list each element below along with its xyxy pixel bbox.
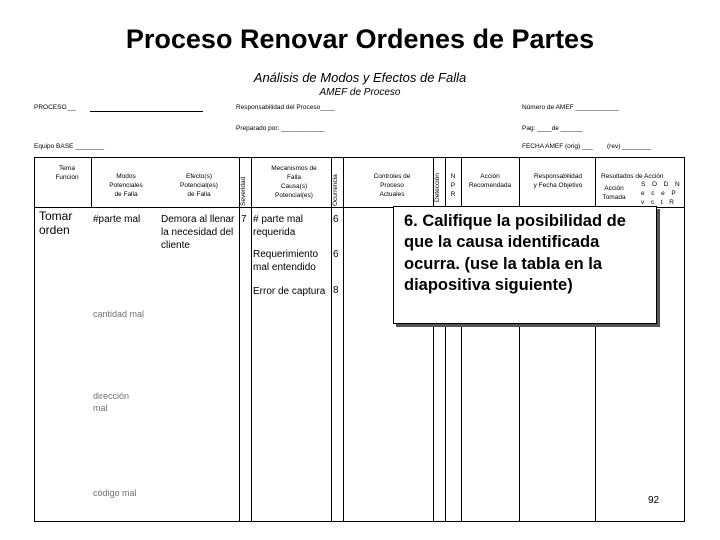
res-letter: c [651,190,656,197]
form-subtitle-2: AMEF de Proceso [319,87,401,98]
col-severidad: Severidad [240,176,247,206]
efecto-falla-1: Demora al llenar la necesidad del cliente [161,214,235,251]
numero-amef-field: Número de AMEF ____________ [522,104,619,111]
form-subtitle: Análisis de Modos y Efectos de Falla [253,70,467,85]
equipo-field: Equipo BASE ________ [34,143,105,150]
res-letter: e [641,190,646,197]
modo-falla-1: #parte mal [93,214,141,225]
col-efectos: Efecto(s) Potencial(es) de Falla [180,173,218,199]
res-letter: N [674,181,681,188]
proceso-field: PROCESO __ [34,104,76,111]
pag-field: Pag: ____de ______ [522,125,583,132]
col-modos: Modos Potenciales de Falla [109,173,143,199]
severidad-value: 7 [241,214,247,225]
col-controles: Controles de Proceso Actuales [373,173,411,199]
col-resultados: Resultados de Acción [601,173,664,180]
col-divider [343,158,344,521]
res-letter: t [660,199,664,206]
res-letter: S [641,181,647,188]
res-letters-row2 [641,189,685,198]
col-npr: N P R [450,173,456,199]
page-number: 92 [648,495,660,506]
col-divider [91,158,92,207]
col-deteccion: Detección [434,173,441,202]
fecha-field: FECHA AMEF (orig) ___ [522,143,593,150]
proceso-line [90,111,203,112]
res-letters-row1 [641,180,685,189]
ocurrencia-2: 6 [333,249,339,260]
causa-1: # parte mal requerida [253,214,304,238]
responsabilidad-field: Responsabilidad del Proceso____ [236,104,335,111]
modo-falla-4: código mal [93,488,137,498]
col-responsabilidad: Responsabilidad y Fecha Objetivo [533,173,583,190]
res-letter: P [671,190,677,197]
modo-falla-2: cantidad mal [93,309,145,319]
ocurrencia-1: 6 [333,214,339,225]
col-divider [251,158,252,521]
res-letter: e [661,190,666,197]
col-tema: Tema Función [55,165,79,182]
slide-title: Proceso Renovar Ordenes de Partes [125,24,595,54]
col-accion-tomada: Acción Tomada [602,185,626,202]
ocurrencia-3: 8 [333,285,339,296]
modo-falla-3: dirección mal [93,391,130,413]
res-letter: D [663,181,670,188]
res-letter: v [641,199,646,206]
res-letter: c [650,199,656,206]
col-divider [331,158,332,521]
instruction-callout: 6. Califique la posibilidad de que la causa identificada ocurra. (use la tabla en la diapositiva siguiente) [393,206,657,324]
rev-field: (rev) ________ [607,143,652,150]
causa-3: Error de captura [253,286,326,297]
col-ocurrencia: Ocurrencia [332,174,339,206]
col-accion: Acción Recomendada [468,173,512,190]
causa-2: Requerimiento mal entendido [253,249,319,273]
tema-value: Tomar orden [39,209,73,237]
res-letter: O [651,181,659,188]
preparado-field: Preparado por: ____________ [236,125,325,132]
col-mecanismos: Mecanismos de Falla Causa(s) Potencial(es) [271,165,317,200]
res-letter: R [669,199,675,206]
